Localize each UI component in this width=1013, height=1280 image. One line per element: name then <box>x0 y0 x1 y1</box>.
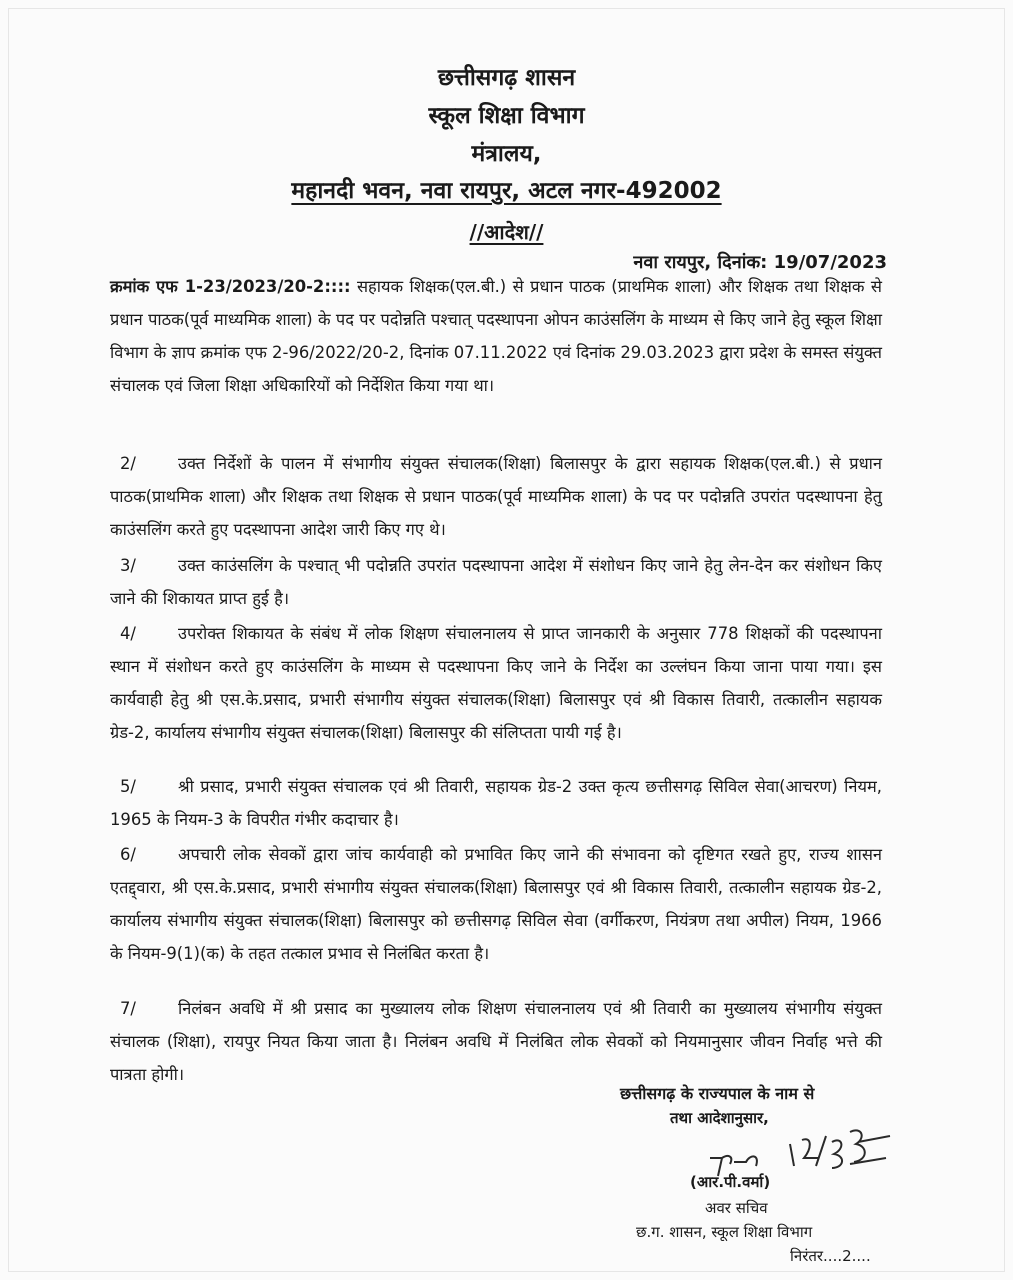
paragraph-3-text: उक्त काउंसलिंग के पश्चात् भी पदोन्नति उपरांत पदस्थापना आदेश में संशोधन किए जाने हेतु लेन-देन कर संशोधन किए जाने की शिकायत प्राप्त हुई है। <box>110 556 882 608</box>
header-government: छत्तीसगढ़ शासन <box>437 65 576 91</box>
paragraph-5-number: 5/ <box>120 777 136 796</box>
signatory-designation: अवर सचिव <box>705 1199 768 1217</box>
paragraph-4-number: 4/ <box>120 624 136 643</box>
header-department: स्कूल शिक्षा विभाग <box>428 103 585 129</box>
paragraph-6-text: अपचारी लोक सेवकों द्वारा जांच कार्यवाही को प्रभावित किए जाने की संभावना को दृष्टिगत रखते हुए, राज्य शासन एतद्द्वारा, श्री एस.के.प्रसाद, प्रभारी संभागीय संयुक्त संचालक(शिक्षा) बिलासपुर एवं श्री विकास तिवारी, तत्कालीन सहायक ग्रेड-2, कार्यालय संभागीय संयुक्त संचालक(शिक्षा) बिलासपुर को छत्तीसगढ़ सिविल सेवा (वर्गीकरण, नियंत्रण तथा अपील) नियम, 1966 के नियम-9(1)(क) के तहत तत्काल प्रभाव से निलंबित करता है। <box>110 845 882 963</box>
order-reference-number: क्रमांक एफ 1-23/2023/20-2:::: <box>110 277 351 296</box>
paragraph-1-text: सहायक शिक्षक(एल.बी.) से प्रधान पाठक (प्राथमिक शाला) और शिक्षक तथा शिक्षक से प्रधान पाठक(पूर्व माध्यमिक शाला) के पद पर पदोन्नति पश्चात् पदस्थापना ओपन काउंसलिंग के माध्यम से किए जाने हेतु स्कूल शिक्षा विभाग के ज्ञाप क्रमांक एफ 2-96/2022/20-2, दिनांक 07.11.2022 एवं दिनांक 29.03.2023 द्वारा प्रदेश के समस्त संयुक्त संचालक एवं जिला शिक्षा अधिकारियों को निर्देशित किया गया था। <box>110 277 882 395</box>
paragraph-3 <box>110 549 882 615</box>
place-date: नवा रायपुर, दिनांक: 19/07/2023 <box>633 252 887 273</box>
paragraph-5-text: श्री प्रसाद, प्रभारी संयुक्त संचालक एवं श्री तिवारी, सहायक ग्रेड-2 उक्त कृत्य छत्तीसगढ़ सिविल सेवा(आचरण) नियम, 1965 के नियम-3 के विपरीत गंभीर कदाचार है। <box>110 777 882 829</box>
order-title-text: //आदेश// <box>469 220 544 244</box>
paragraph-6-number: 6/ <box>120 845 136 864</box>
header-address-text: महानदी भवन, नवा रायपुर, अटल नगर-492002 <box>291 178 722 204</box>
signatory-office: छ.ग. शासन, स्कूल शिक्षा विभाग <box>636 1223 813 1241</box>
header-address <box>0 173 1013 205</box>
paragraph-4-text: उपरोक्त शिकायत के संबंध में लोक शिक्षण संचालनालय से प्राप्त जानकारी के अनुसार 778 शिक्षकों की पदस्थापना स्थान में संशोधन करते हुए काउंसलिंग के माध्यम से पदस्थापना किए जाने के निर्देश का उल्लंघन किया जाना पाया गया। इस कार्यवाही हेतु श्री एस.के.प्रसाद, प्रभारी संभागीय संयुक्त संचालक(शिक्षा) बिलासपुर एवं श्री विकास तिवारी, तत्कालीन सहायक ग्रेड-2, कार्यालय संभागीय संयुक्त संचालक(शिक्षा) बिलासपुर की संलिप्तता पायी गई है। <box>110 624 882 742</box>
paragraph-7 <box>110 992 882 1091</box>
continued-marker: निरंतर....2.... <box>790 1247 871 1265</box>
handwritten-signature <box>700 1118 900 1180</box>
paragraph-4 <box>110 617 882 749</box>
paragraph-2-text: उक्त निर्देशों के पालन में संभागीय संयुक्त संचालक(शिक्षा) बिलासपुर के द्वारा सहायक शिक्षक(एल.बी.) से प्रधान पाठक(प्राथमिक शाला) और शिक्षक तथा शिक्षक से प्रधान पाठक(पूर्व माध्यमिक शाला) के पद पर पदोन्नति उपरांत पदस्थापना हेतु काउंसलिंग करते हुए पदस्थापना आदेश जारी किए गए थे। <box>110 454 882 539</box>
paragraph-2 <box>110 447 882 546</box>
order-line: तथा आदेशानुसार, <box>670 1109 769 1127</box>
paragraph-7-text: निलंबन अवधि में श्री प्रसाद का मुख्यालय लोक शिक्षण संचालनालय एवं श्री तिवारी का मुख्यालय संभागीय संयुक्त संचालक (शिक्षा), रायपुर नियत किया जाता है। निलंबन अवधि में निलंबित लोक सेवकों को नियमानुसार जीवन निर्वाह भत्ते की पात्रता होगी। <box>110 999 882 1084</box>
header-ministry: मंत्रालय, <box>471 141 542 167</box>
order-title <box>0 218 1013 245</box>
paragraph-7-number: 7/ <box>120 999 136 1018</box>
paragraph-2-number: 2/ <box>120 454 136 473</box>
authority-line: छत्तीसगढ़ के राज्यपाल के नाम से <box>620 1084 815 1103</box>
paragraph-1 <box>110 270 882 402</box>
signatory-name: (आर.पी.वर्मा) <box>690 1173 771 1191</box>
paragraph-6 <box>110 838 882 970</box>
paragraph-3-number: 3/ <box>120 556 136 575</box>
paragraph-5 <box>110 770 882 836</box>
